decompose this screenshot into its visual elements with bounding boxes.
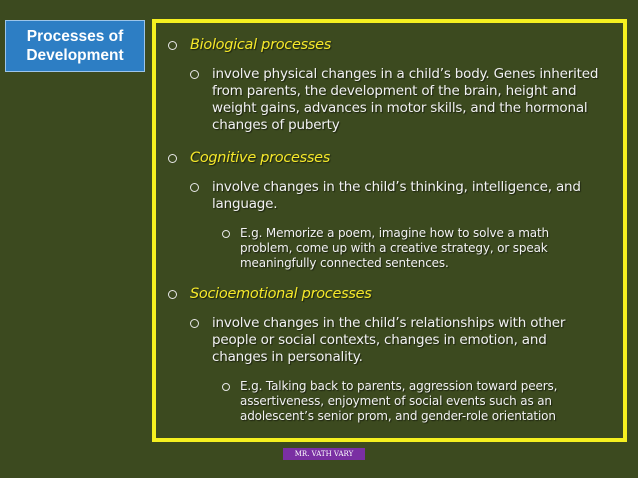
section-heading-cognitive: Cognitive processes [168,150,608,166]
bullet-icon [222,230,230,238]
point-cognitive-1: involve changes in the child’s thinking, intelligence, and language. [190,179,600,213]
bullet-icon [190,319,199,328]
bullet-icon [168,154,177,163]
point-biological-1: involve physical changes in a child’s body. Genes inherited from parents, the development of the brain, height and weight gains, advances in motor skills, and the hormonal changes of puberty [190,66,600,134]
author-badge: MR. VATH VARY [283,448,365,460]
bullet-icon [222,383,230,391]
bullet-icon [190,70,199,79]
title-box [5,20,145,72]
section-heading-socioemotional: Socioemotional processes [168,286,608,302]
example-cognitive: E.g. Memorize a poem, imagine how to solve a math problem, come up with a creative strategy, or speak meaningfully connected sentences. [222,226,582,271]
section-heading-biological: Biological processes [168,37,608,53]
bullet-icon [168,41,177,50]
example-socioemotional: E.g. Talking back to parents, aggression toward peers, assertiveness, enjoyment of social events such as an adolescent’s senior prom, and gender-role orientation [222,379,602,424]
point-socioemotional-1: involve changes in the child’s relationships with other people or social contexts, changes in emotion, and changes in personality. [190,315,600,366]
bullet-icon [168,290,177,299]
bullet-icon [190,183,199,192]
slide-title: Processes of Development [26,28,124,64]
